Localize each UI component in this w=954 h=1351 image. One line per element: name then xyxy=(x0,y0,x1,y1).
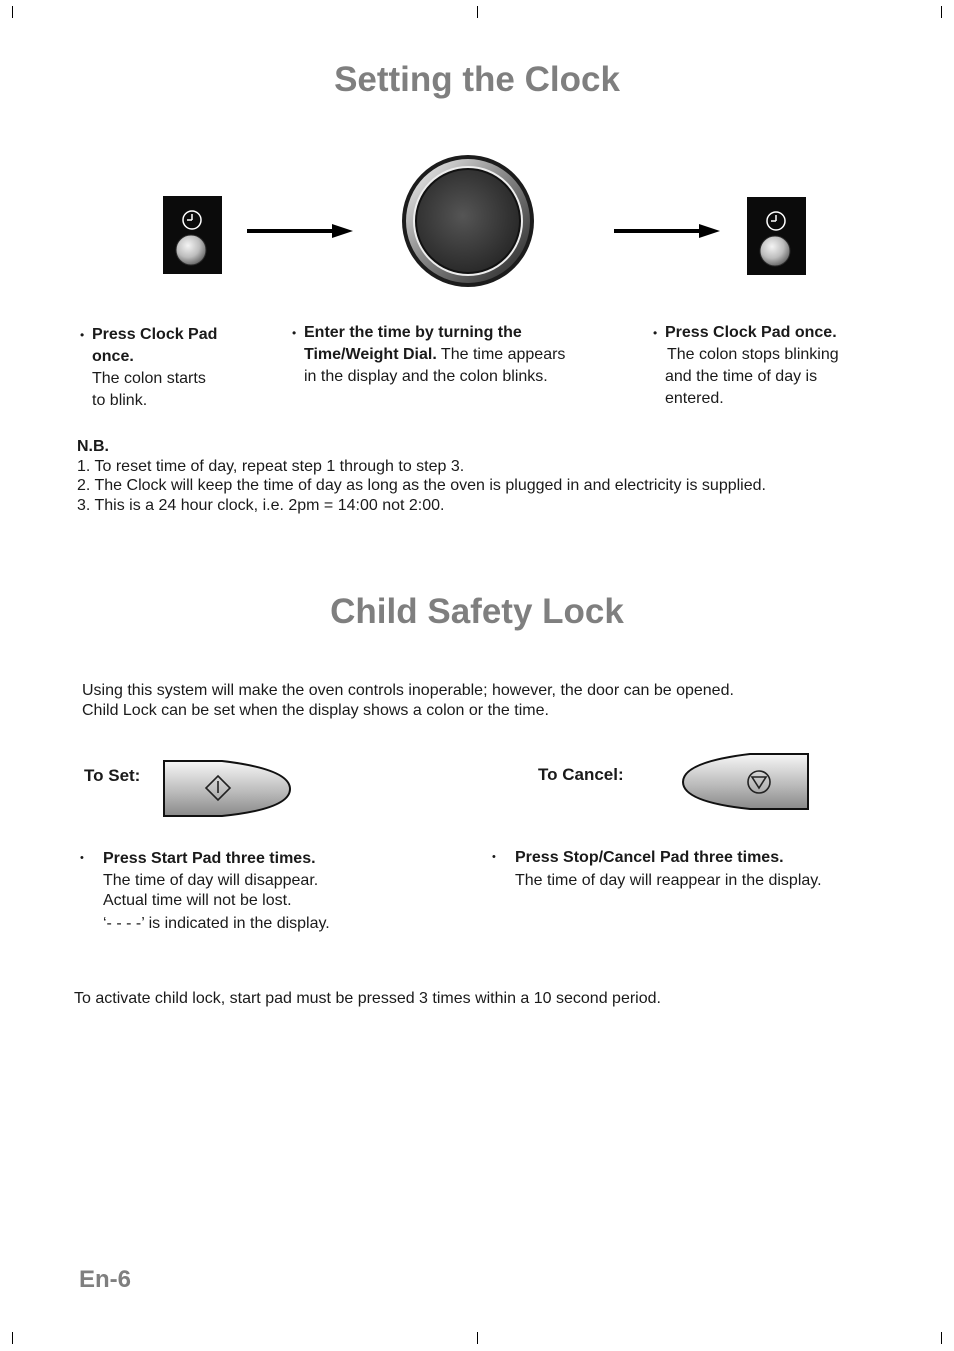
step-3-bold: Press Clock Pad once. xyxy=(665,324,837,341)
intro-line-2: Child Lock can be set when the display shows a colon or the time. xyxy=(82,702,549,719)
child-lock-intro xyxy=(82,681,882,721)
bullet: • xyxy=(80,328,85,342)
clock-pad-icon xyxy=(163,196,222,274)
step-1-text-line1: The colon starts xyxy=(92,370,206,387)
time-weight-dial-icon xyxy=(398,153,538,289)
to-cancel-label: To Cancel: xyxy=(538,765,624,784)
child-lock-footnote: To activate child lock, start pad must be pressed 3 times within a 10 second period. xyxy=(74,990,661,1007)
crop-mark xyxy=(941,6,942,18)
to-set-label: To Set: xyxy=(84,766,141,785)
set-instruction xyxy=(80,848,400,934)
step-2-bold-line2: Time/Weight Dial. xyxy=(304,346,437,363)
crop-mark xyxy=(477,1332,478,1344)
step-2-text-line2: in the display and the colon blinks. xyxy=(304,368,548,385)
stop-cancel-pad-icon xyxy=(680,752,811,812)
bullet: • xyxy=(292,326,297,340)
setting-clock-title: Setting the Clock xyxy=(334,60,620,99)
step-2-text-line1: The time appears xyxy=(436,346,566,363)
page-number: En-6 xyxy=(79,1266,132,1293)
child-safety-lock-title: Child Safety Lock xyxy=(330,592,624,631)
clock-pad-icon xyxy=(747,197,806,275)
crop-mark xyxy=(941,1332,942,1344)
start-pad-icon xyxy=(162,759,293,819)
step-1-bold-line2: once. xyxy=(92,348,134,365)
nb-item-1: 1. To reset time of day, repeat step 1 through to step 3. xyxy=(77,457,465,475)
step-2-instruction xyxy=(292,322,612,388)
crop-mark xyxy=(12,1332,13,1344)
set-text-line2: Actual time will not be lost. xyxy=(103,892,292,909)
bullet: • xyxy=(80,852,84,864)
cancel-bold: Press Stop/Cancel Pad three times. xyxy=(515,849,784,866)
step-3-text-line2: and the time of day is xyxy=(665,368,818,385)
crop-mark xyxy=(477,6,478,18)
nb-notes xyxy=(77,437,907,515)
step-1-instruction xyxy=(80,324,260,412)
cancel-text-line1: The time of day will reappear in the display. xyxy=(515,872,822,889)
nb-label: N.B. xyxy=(77,438,109,455)
right-arrow-icon xyxy=(246,222,354,240)
intro-line-1: Using this system will make the oven controls inoperable; however, the door can be opened. xyxy=(82,682,734,699)
set-bold: Press Start Pad three times. xyxy=(103,850,316,867)
step-1-text-line2: to blink. xyxy=(92,392,148,409)
bullet: • xyxy=(492,851,496,863)
step-3-text-line1: The colon stops blinking xyxy=(667,346,839,363)
step-3-text-line3: entered. xyxy=(665,390,724,407)
set-text-line3: ‘- - - -’ is indicated in the display. xyxy=(103,915,330,932)
nb-item-3: 3. This is a 24 hour clock, i.e. 2pm = 14:00 not 2:00. xyxy=(77,496,445,514)
nb-item-2: 2. The Clock will keep the time of day as long as the oven is plugged in and electricity is supplied. xyxy=(77,477,766,494)
right-arrow-icon xyxy=(613,222,721,240)
set-text-line1: The time of day will disappear. xyxy=(103,872,319,889)
step-3-instruction xyxy=(653,322,893,410)
step-1-bold-line1: Press Clock Pad xyxy=(92,326,218,343)
crop-mark xyxy=(12,6,13,18)
cancel-instruction xyxy=(492,847,912,891)
bullet: • xyxy=(653,326,658,340)
step-2-bold-line1: Enter the time by turning the xyxy=(304,324,522,341)
